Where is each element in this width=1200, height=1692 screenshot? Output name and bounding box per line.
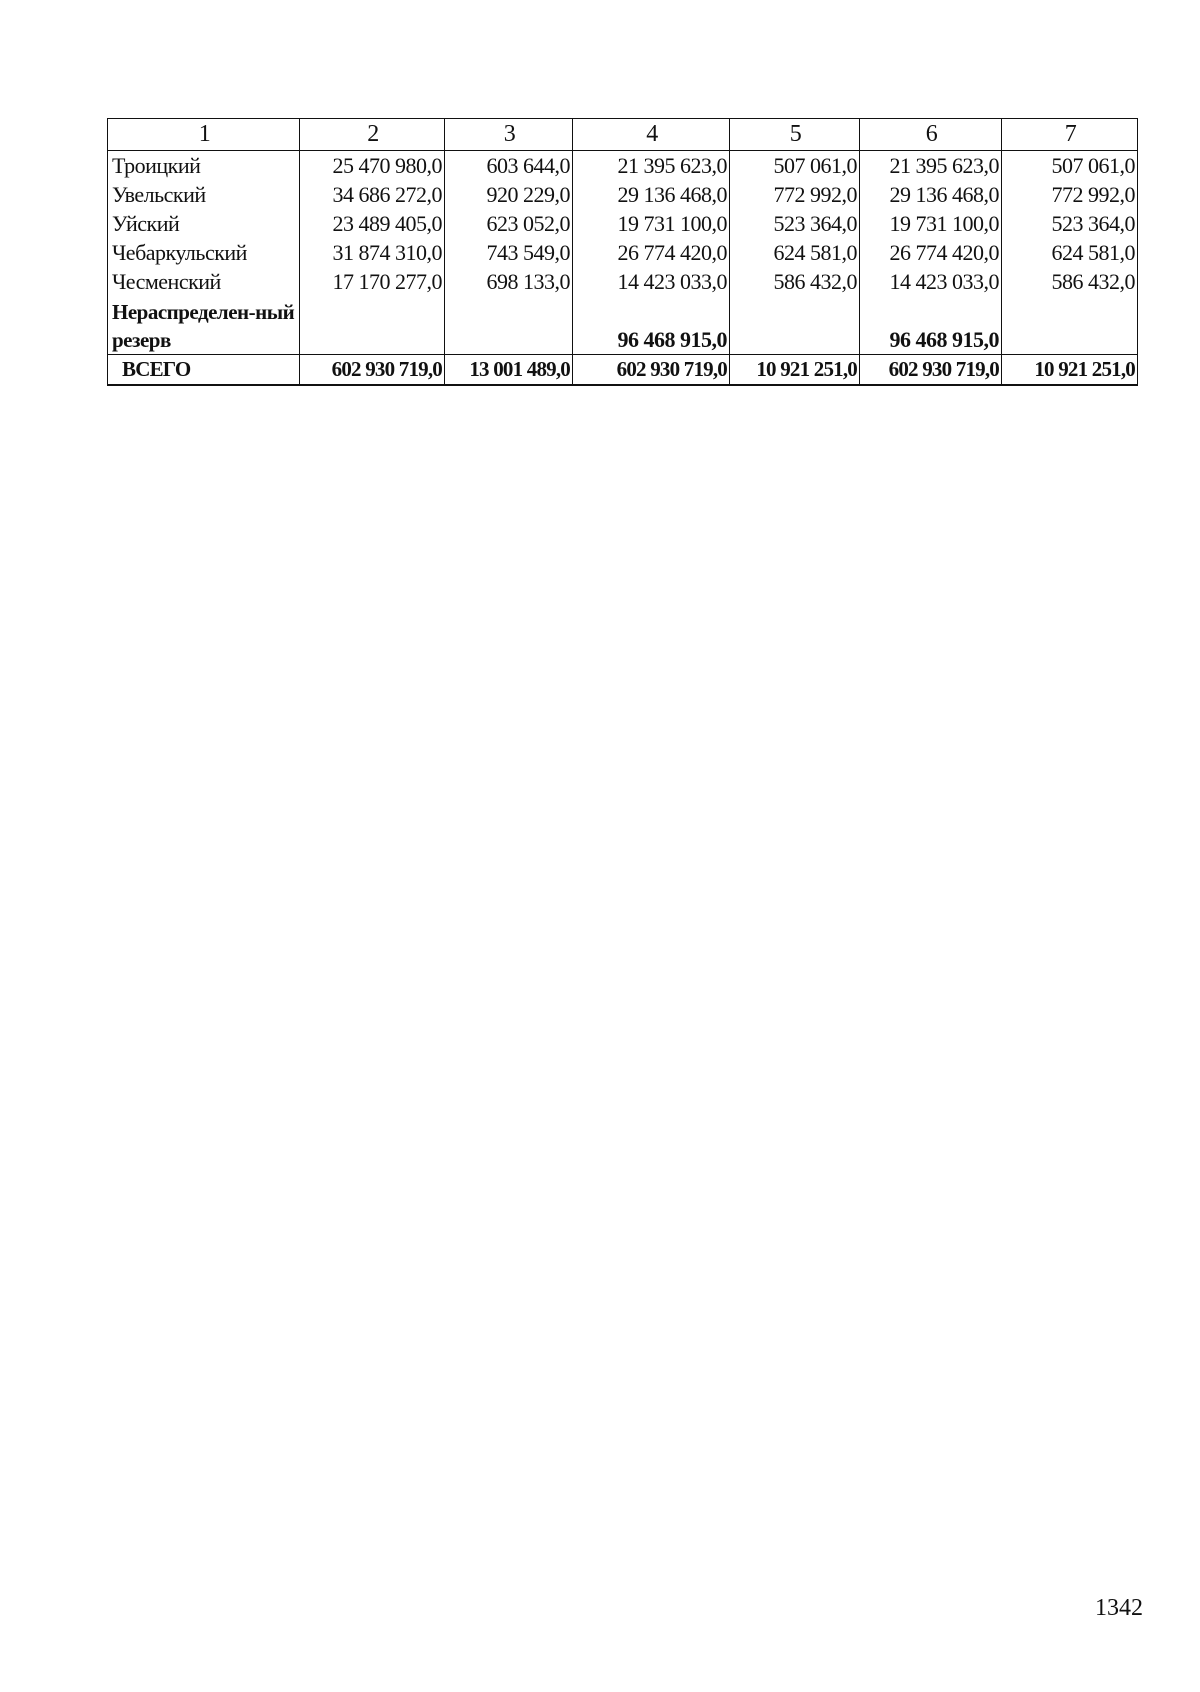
- table-cell: 586 432,0: [730, 267, 860, 296]
- column-header: 2: [300, 119, 445, 151]
- table-cell: 26 774 420,0: [573, 238, 730, 267]
- table-cell: 624 581,0: [730, 238, 860, 267]
- table-cell: 602 930 719,0: [300, 355, 445, 386]
- table-row: [108, 209, 1138, 238]
- table-cell: 23 489 405,0: [300, 209, 445, 238]
- table-cell: 21 395 623,0: [860, 151, 1002, 181]
- table-cell: 507 061,0: [1002, 151, 1138, 181]
- table-cell: 25 470 980,0: [300, 151, 445, 181]
- reserve-label: Нераспределен-ный резерв: [108, 296, 300, 355]
- table-row: [108, 151, 1138, 181]
- column-header: 7: [1002, 119, 1138, 151]
- table-cell: 602 930 719,0: [860, 355, 1002, 386]
- table-cell: 743 549,0: [445, 238, 573, 267]
- table-cell: 96 468 915,0: [860, 296, 1002, 355]
- district-name: Уйский: [108, 209, 300, 238]
- column-header: 6: [860, 119, 1002, 151]
- table-cell: 17 170 277,0: [300, 267, 445, 296]
- table-cell: 623 052,0: [445, 209, 573, 238]
- column-header: 4: [573, 119, 730, 151]
- table-cell: 507 061,0: [730, 151, 860, 181]
- table-cell: 603 644,0: [445, 151, 573, 181]
- table-cell: [445, 296, 573, 355]
- district-name: Троицкий: [108, 151, 300, 181]
- table-cell: 19 731 100,0: [860, 209, 1002, 238]
- column-header: 3: [445, 119, 573, 151]
- column-header: 1: [108, 119, 300, 151]
- table-cell: 10 921 251,0: [730, 355, 860, 386]
- table-cell: 920 229,0: [445, 180, 573, 209]
- table-cell: 26 774 420,0: [860, 238, 1002, 267]
- table-cell: 586 432,0: [1002, 267, 1138, 296]
- table-cell: 19 731 100,0: [573, 209, 730, 238]
- table-cell: 10 921 251,0: [1002, 355, 1138, 386]
- table-cell: 772 992,0: [1002, 180, 1138, 209]
- total-row: [108, 355, 1138, 386]
- table-cell: 96 468 915,0: [573, 296, 730, 355]
- table-row: [108, 267, 1138, 296]
- table-cell: 624 581,0: [1002, 238, 1138, 267]
- table-cell: 14 423 033,0: [573, 267, 730, 296]
- reserve-row: [108, 296, 1138, 355]
- table-cell: 14 423 033,0: [860, 267, 1002, 296]
- column-header: 5: [730, 119, 860, 151]
- table-cell: 34 686 272,0: [300, 180, 445, 209]
- table-cell: 31 874 310,0: [300, 238, 445, 267]
- table-cell: 523 364,0: [730, 209, 860, 238]
- table-cell: [1002, 296, 1138, 355]
- table-cell: [300, 296, 445, 355]
- table-cell: 29 136 468,0: [573, 180, 730, 209]
- table-cell: 523 364,0: [1002, 209, 1138, 238]
- total-label: ВСЕГО: [108, 355, 300, 386]
- table-row: [108, 180, 1138, 209]
- page-number: 1342: [1095, 1595, 1143, 1621]
- data-table: [107, 118, 1138, 386]
- table-cell: 13 001 489,0: [445, 355, 573, 386]
- header-row: [108, 119, 1138, 151]
- table-cell: 698 133,0: [445, 267, 573, 296]
- table-cell: 772 992,0: [730, 180, 860, 209]
- table-row: [108, 238, 1138, 267]
- district-name: Чесменский: [108, 267, 300, 296]
- district-name: Увельский: [108, 180, 300, 209]
- table-cell: 602 930 719,0: [573, 355, 730, 386]
- table-cell: [730, 296, 860, 355]
- district-name: Чебаркульский: [108, 238, 300, 267]
- table-cell: 29 136 468,0: [860, 180, 1002, 209]
- table-cell: 21 395 623,0: [573, 151, 730, 181]
